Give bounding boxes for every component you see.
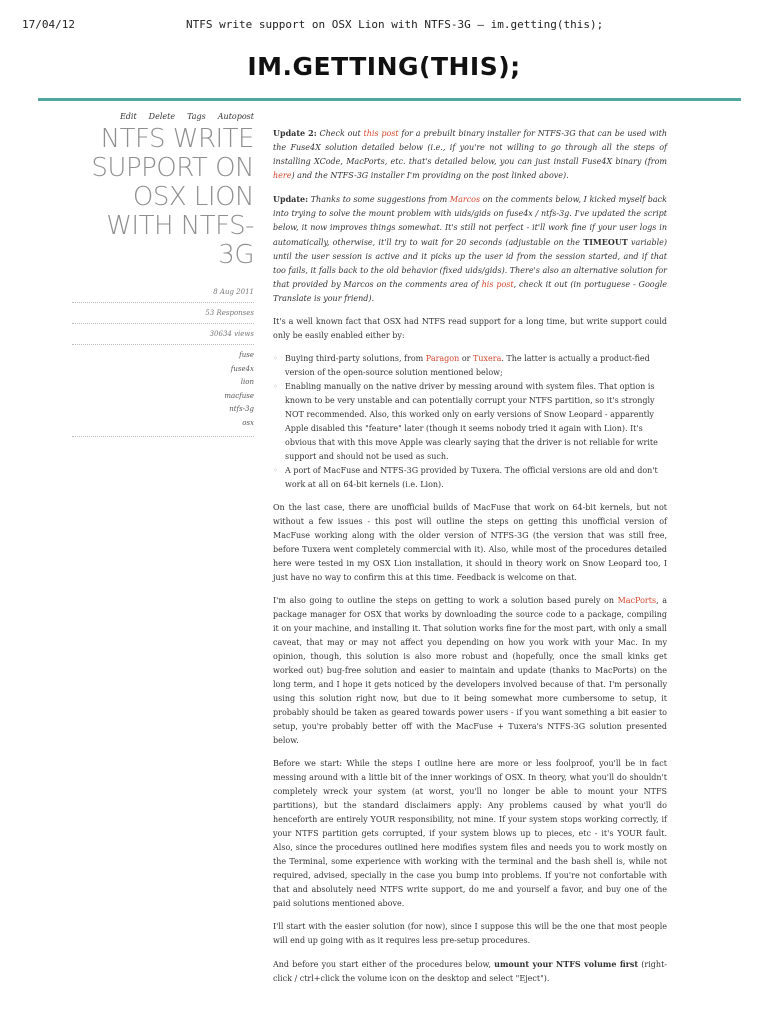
disclaimer-paragraph: Before we start: While the steps I outline here are more or less foolproof, you'll be in fact messing around with a little bit of the inner workings of OSX. In theory, what you'll do shouldn't completely wreck your system (at worst, you'll no longer be able to mount your NTFS partitions), but the standard disclaimers apply: Any problems caused by what you'll do henceforth are entirely YOUR responsibility, not mine. If your system stops working correctly, if your NTFS partition gets corrupted, if your system blows up to pieces, etc - it's YOUR fault. Also, since the procedures outlined here modifies system files and needs you to work mostly on the Terminal, some experience with working with the terminal and the bash shell is, while not required, advised, specially in the case you bump into problems. If you're not confortable with that and absolutely need NTFS write support, do me and yourself a favor, and buy one of the paid solutions mentioned above. <box>273 759 667 908</box>
tag-link[interactable]: lion <box>240 378 254 386</box>
here-link[interactable]: here <box>273 171 292 180</box>
text-run: . The latter is actually a product-fied version of the open-source solution mentioned below; <box>285 354 650 377</box>
edit-link[interactable]: Edit <box>119 112 137 121</box>
text-run: , check it out (in portuguese - Google Translate is your friend). <box>273 280 667 303</box>
his-post-link[interactable]: his post <box>481 280 514 289</box>
update-label: Update: <box>273 194 309 204</box>
text-run: ) and the NTFS-3G installer I'm providing on the post linked above). <box>291 171 569 180</box>
delete-link[interactable]: Delete <box>148 112 176 121</box>
text-run: on the comments below, I kicked myself back into trying to solve the mount problem with uids/gids on fuse4x / ntfs-3g. I've updated the script below, it now improves things somewhat. It's still not perfect - it'll work fine if your user logs in automatically, otherwise, it'll try to wait for 20 seconds (adjustable on the <box>273 195 667 247</box>
text-run: Check out <box>316 129 364 138</box>
text-run: Buying third-party solutions, from <box>285 354 426 363</box>
unmount-emphasis: umount your NTFS volume first <box>494 959 639 969</box>
list-item <box>273 352 667 380</box>
tag-link[interactable]: fuse <box>239 351 254 359</box>
text-run: I'm also going to outline the steps on getting to work a solution based purely on <box>273 596 618 605</box>
responses-link[interactable]: 53 Responses <box>72 303 254 324</box>
update-2-label: Update 2: <box>273 128 317 138</box>
update-2-paragraph <box>273 126 667 183</box>
last-case-paragraph: On the last case, there are unofficial builds of MacFuse that work on 64-bit kernels, but not without a few issues - this post will outline the steps on getting this unofficial version of MacFuse working along with the older version of NTFS-3G (the version that was still free, before Tuxera went completely commercial with it). Also, while most of the procedures detailed here were tested in my OSX Lion installation, it should in theory work on Snow Leopard too, I just have no way to confirm this at this time. Feedback is welcome on that. <box>273 503 667 582</box>
list-item: ◦ A port of MacFuse and NTFS-3G provided by Tuxera. The official versions are old and don't work at all on 64-bit kernels (i.e. Lion). <box>273 464 667 492</box>
options-list <box>273 352 667 492</box>
header-divider <box>38 98 741 101</box>
text-run: , a package manager for OSX that works by downloading the source code to a package, compiling it on your machine, and installing it. That solution works fine for the most part, with only a small caveat, that may or may not affect you depending on how you work with your Mac. In my opinion, though, this solution is also more robust and (hopefully, once the small kinks get worked out) bug-free solution and easier to maintain and update (thanks to MacPorts) on the long term, and I hope it gets noticed by the developers involved because of that. I'm personally using this solution right now, but due to it being somewhat more cumbersome to setup, it probably should be taken as geared towards power users - if you want something a bit easier to setup, you're probably better off with the MacFuse + Tuxera's NTFS-3G solution presented below. <box>273 596 667 745</box>
list-item: ◦ Enabling manually on the native driver by messing around with system files. That option is known to be very unstable and can potentially corrupt your NTFS partition, so it's strongly NOT recommended. Also, this worked only on early versions of Snow Leopard - apparently Apple disabled this "feature" later (though it seems nobody tried it again with Lion). It's obvious that with this move Apple was clearly saying that the driver is not reliable for write support and should not be used as such. <box>273 380 667 464</box>
tag-link[interactable]: ntfs-3g <box>229 405 254 413</box>
start-paragraph: I'll start with the easier solution (for now), since I suppose this will be the one that most people will end up going with as it requires less pre-setup procedures. <box>273 922 667 945</box>
marcos-link[interactable]: Marcos <box>449 195 481 204</box>
text-run: or <box>459 354 474 363</box>
post-title[interactable]: NTFS WRITE SUPPORT ON OSX LION WITH NTFS-3G <box>91 124 254 270</box>
text-run: for a prebuilt binary installer for NTFS-3G that can be used with the Fuse4X solution detailed below (i.e., if you're not willing to go through all the steps of installing XCode, MacPorts, etc. that's detailed below, you can just install Fuse4X binary (from <box>273 129 667 166</box>
print-date: 17/04/12 <box>22 18 75 31</box>
timeout-variable: TIMEOUT <box>583 237 628 247</box>
tag-link[interactable]: fuse4x <box>230 364 254 373</box>
print-header <box>0 14 768 34</box>
text-run: (right-click / ctrl+click the volume icon on the desktop and select "Eject"). <box>273 960 667 983</box>
view-count: 30634 views <box>72 324 254 345</box>
text-run: variable) until the user session is active and it picks up the user id from the session started, and if that too fails, it falls back to the old behavior (fixed uids/gids). There's also an alternative solution for that provided by Marcos on the comments area of <box>273 238 667 289</box>
tag-link[interactable]: osx <box>242 418 254 427</box>
tag-link[interactable]: macfuse <box>224 391 254 400</box>
print-page-title: NTFS write support on OSX Lion with NTFS-3G – im.getting(this); <box>186 18 604 31</box>
this-post-link[interactable]: this post <box>363 129 399 138</box>
tags-link[interactable]: Tags <box>187 112 206 121</box>
unmount-paragraph <box>273 957 667 986</box>
post-date: 8 Aug 2011 <box>72 282 254 303</box>
macports-paragraph <box>273 594 667 748</box>
intro-paragraph: It's a well known fact that OSX had NTFS read support for a long time, but write support could only be easily enabled either by: <box>273 317 667 340</box>
admin-links <box>72 112 254 121</box>
blog-title[interactable]: IM.GETTING(THIS); <box>247 52 521 81</box>
post-sidebar <box>72 112 254 437</box>
text-run: And before you start either of the procedures below, <box>273 960 495 969</box>
macports-link[interactable]: MacPorts <box>617 596 657 605</box>
update-paragraph <box>273 192 667 306</box>
autopost-link[interactable]: Autopost <box>217 112 254 121</box>
text-run: Thanks to some suggestions from <box>308 195 450 204</box>
post-meta <box>72 282 254 437</box>
paragon-link[interactable]: Paragon <box>425 354 460 363</box>
tuxera-link[interactable]: Tuxera <box>473 354 502 363</box>
tag-list <box>72 345 254 437</box>
post-content <box>273 126 667 995</box>
